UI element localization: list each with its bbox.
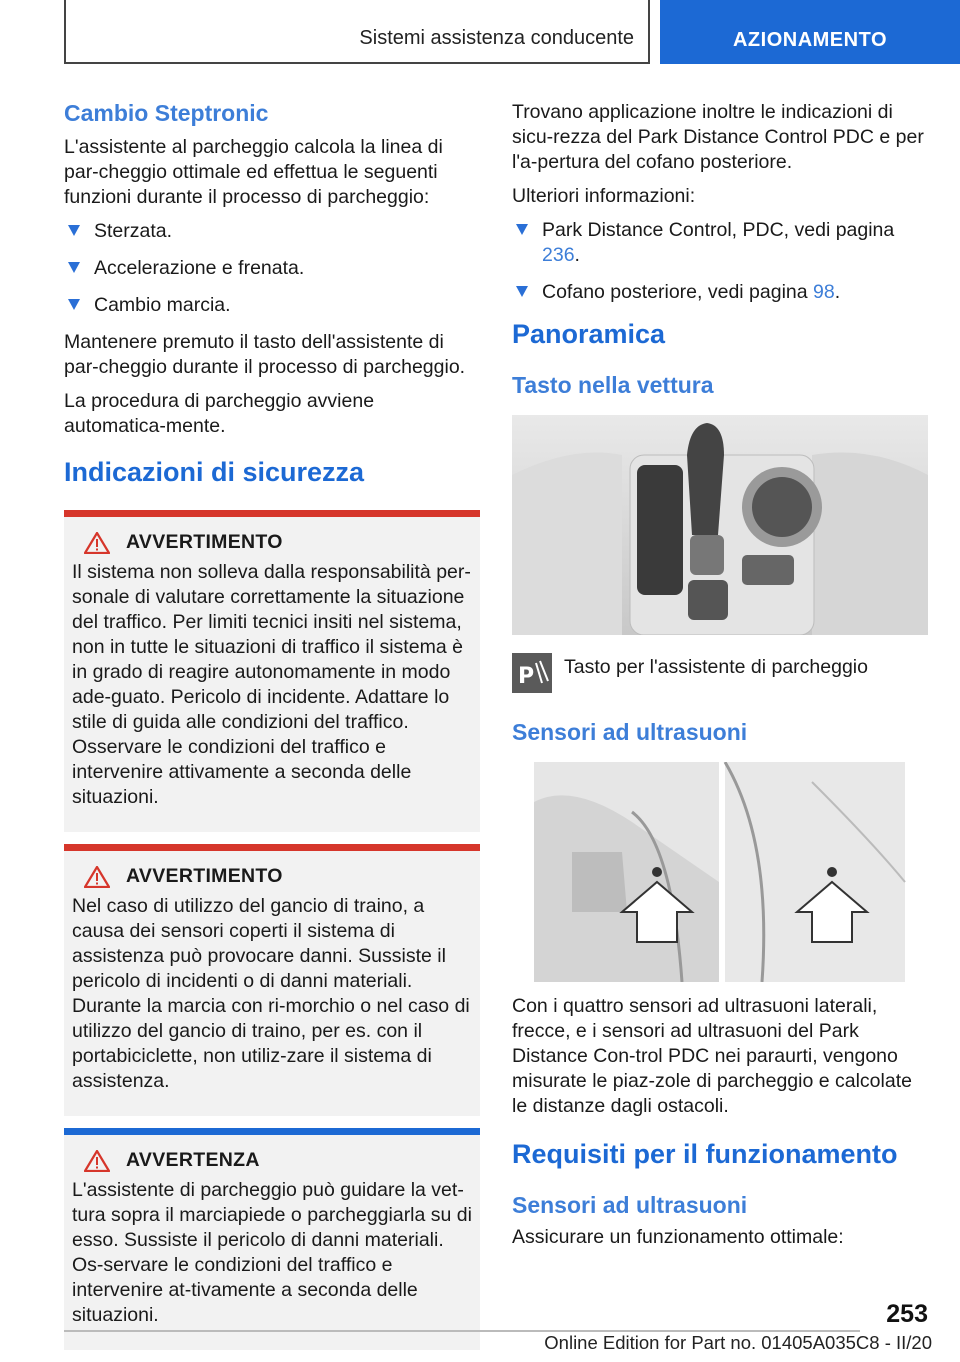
- warning-text: Il sistema non solleva dalla responsabilità per-sonale di valutare correttamente la situazione del traffico. Per limiti tecnici insiti nel sistema, non in tutte le situazioni di traffico il sistema è in grado di reagire autonomamente in modo ade-guato. Pericolo di incidente. Adattare lo stile di guida alle condizioni del traffico. Osservare le condizioni del traffico e intervenire attivamente a seconda delle situazioni.: [72, 561, 471, 808]
- notice-box: [64, 1128, 480, 1350]
- page-number: 253: [886, 1300, 928, 1328]
- warning-box-2: [64, 844, 480, 1116]
- right-column: [512, 100, 928, 1259]
- caption-text: Tasto per l'assistente di parcheggio: [564, 656, 868, 678]
- paragraph-hold: Mantenere premuto il tasto dell'assistente di par-cheggio durante il processo di parcheggio.: [64, 331, 466, 378]
- list-item: Park Distance Control, PDC, vedi pagina 236.: [512, 218, 928, 268]
- warning-title: AVVERTIMENTO: [126, 865, 283, 887]
- svg-text:P: P: [518, 664, 535, 689]
- heading-sicurezza: Indicazioni di sicurezza: [64, 457, 365, 487]
- notice-text: L'assistente di parcheggio può guidare la vet-tura sopra il marciapiede o parcheggiarla su di esso. Sussiste il pericolo di danni materiali. Os-servare le condizioni del traffico e intervenire at-tivamente a seconda delle situazioni.: [72, 1179, 472, 1326]
- warning-triangle-icon: [84, 866, 110, 888]
- triangle-bullet-icon: [68, 262, 80, 273]
- sensors-illustration: [512, 762, 928, 982]
- heading-sensori: Sensori ad ultrasuoni: [512, 719, 748, 745]
- list-item: Cofano posteriore, vedi pagina 98.: [512, 280, 928, 305]
- triangle-bullet-icon: [516, 286, 528, 297]
- header-section: [64, 0, 650, 64]
- notice-title: AVVERTENZA: [126, 1149, 260, 1171]
- list-item: Cambio marcia.: [64, 293, 480, 318]
- header-section-title: Sistemi assistenza conducente: [359, 27, 634, 49]
- heading-panoramica: Panoramica: [512, 319, 666, 349]
- reference-list: [512, 218, 928, 305]
- warning-title: AVVERTIMENTO: [126, 531, 283, 553]
- paragraph-sensori: Con i quattro sensori ad ultrasuoni laterali, frecce, e i sensori ad ultrasuoni del Park Distance Con-trol PDC nei paraurti, vengono misurate le piaz-zole di parcheggio e calcolate le distanze dagli ostacoli.: [512, 995, 912, 1117]
- warning-box-1: [64, 510, 480, 832]
- parking-assist-button-icon: [512, 653, 552, 693]
- header-chapter-title: AZIONAMENTO: [732, 29, 887, 51]
- warning-text: Nel caso di utilizzo del gancio di traino, a causa dei sensori coperti il sistema di assistenza può provocare danni. Sussiste il pericolo di incidenti o di danni materiali. Durante la marcia con ri-morchio o nel caso di utilizzo del gancio di traino, per es. con il portabiciclette, non utiliz-zare il sistema di assistenza.: [72, 895, 470, 1092]
- caption-tasto: [512, 653, 928, 693]
- footer-edition: Online Edition for Part no. 01405A035C8 - II/20: [544, 1332, 932, 1353]
- list-item: Accelerazione e frenata.: [64, 256, 480, 281]
- heading-tasto: Tasto nella vettura: [512, 372, 714, 398]
- center-console-image: [512, 415, 928, 635]
- warning-triangle-icon: [84, 532, 110, 554]
- triangle-bullet-icon: [68, 299, 80, 310]
- triangle-bullet-icon: [516, 224, 528, 235]
- function-list: [64, 219, 480, 318]
- heading-sensori-2: Sensori ad ultrasuoni: [512, 1192, 748, 1218]
- paragraph-intro: L'assistente al parcheggio calcola la linea di par-cheggio ottimale ed effettua le seguenti funzioni durante il processo di parcheggio:: [64, 136, 443, 208]
- paragraph-also: Trovano applicazione inoltre le indicazioni di sicu-rezza del Park Distance Control PDC e per l'a-pertura del cofano posteriore.: [512, 101, 924, 173]
- list-item: Sterzata.: [64, 219, 480, 244]
- heading-requisiti: Requisiti per il funzionamento: [512, 1139, 898, 1169]
- notice-triangle-icon: [84, 1150, 110, 1172]
- left-column: [64, 100, 480, 1350]
- console-illustration: [512, 415, 928, 635]
- paragraph-assicurare: Assicurare un funzionamento ottimale:: [512, 1226, 844, 1248]
- page-link-236[interactable]: 236: [542, 244, 575, 266]
- triangle-bullet-icon: [68, 225, 80, 236]
- page-link-98[interactable]: 98: [813, 281, 835, 303]
- paragraph-more: Ulteriori informazioni:: [512, 185, 696, 207]
- header-chapter-tab[interactable]: [660, 0, 960, 64]
- ultrasonic-sensors-image: [512, 762, 928, 982]
- paragraph-auto: La procedura di parcheggio avviene automatica-mente.: [64, 390, 375, 437]
- heading-cambio: Cambio Steptronic: [64, 100, 269, 126]
